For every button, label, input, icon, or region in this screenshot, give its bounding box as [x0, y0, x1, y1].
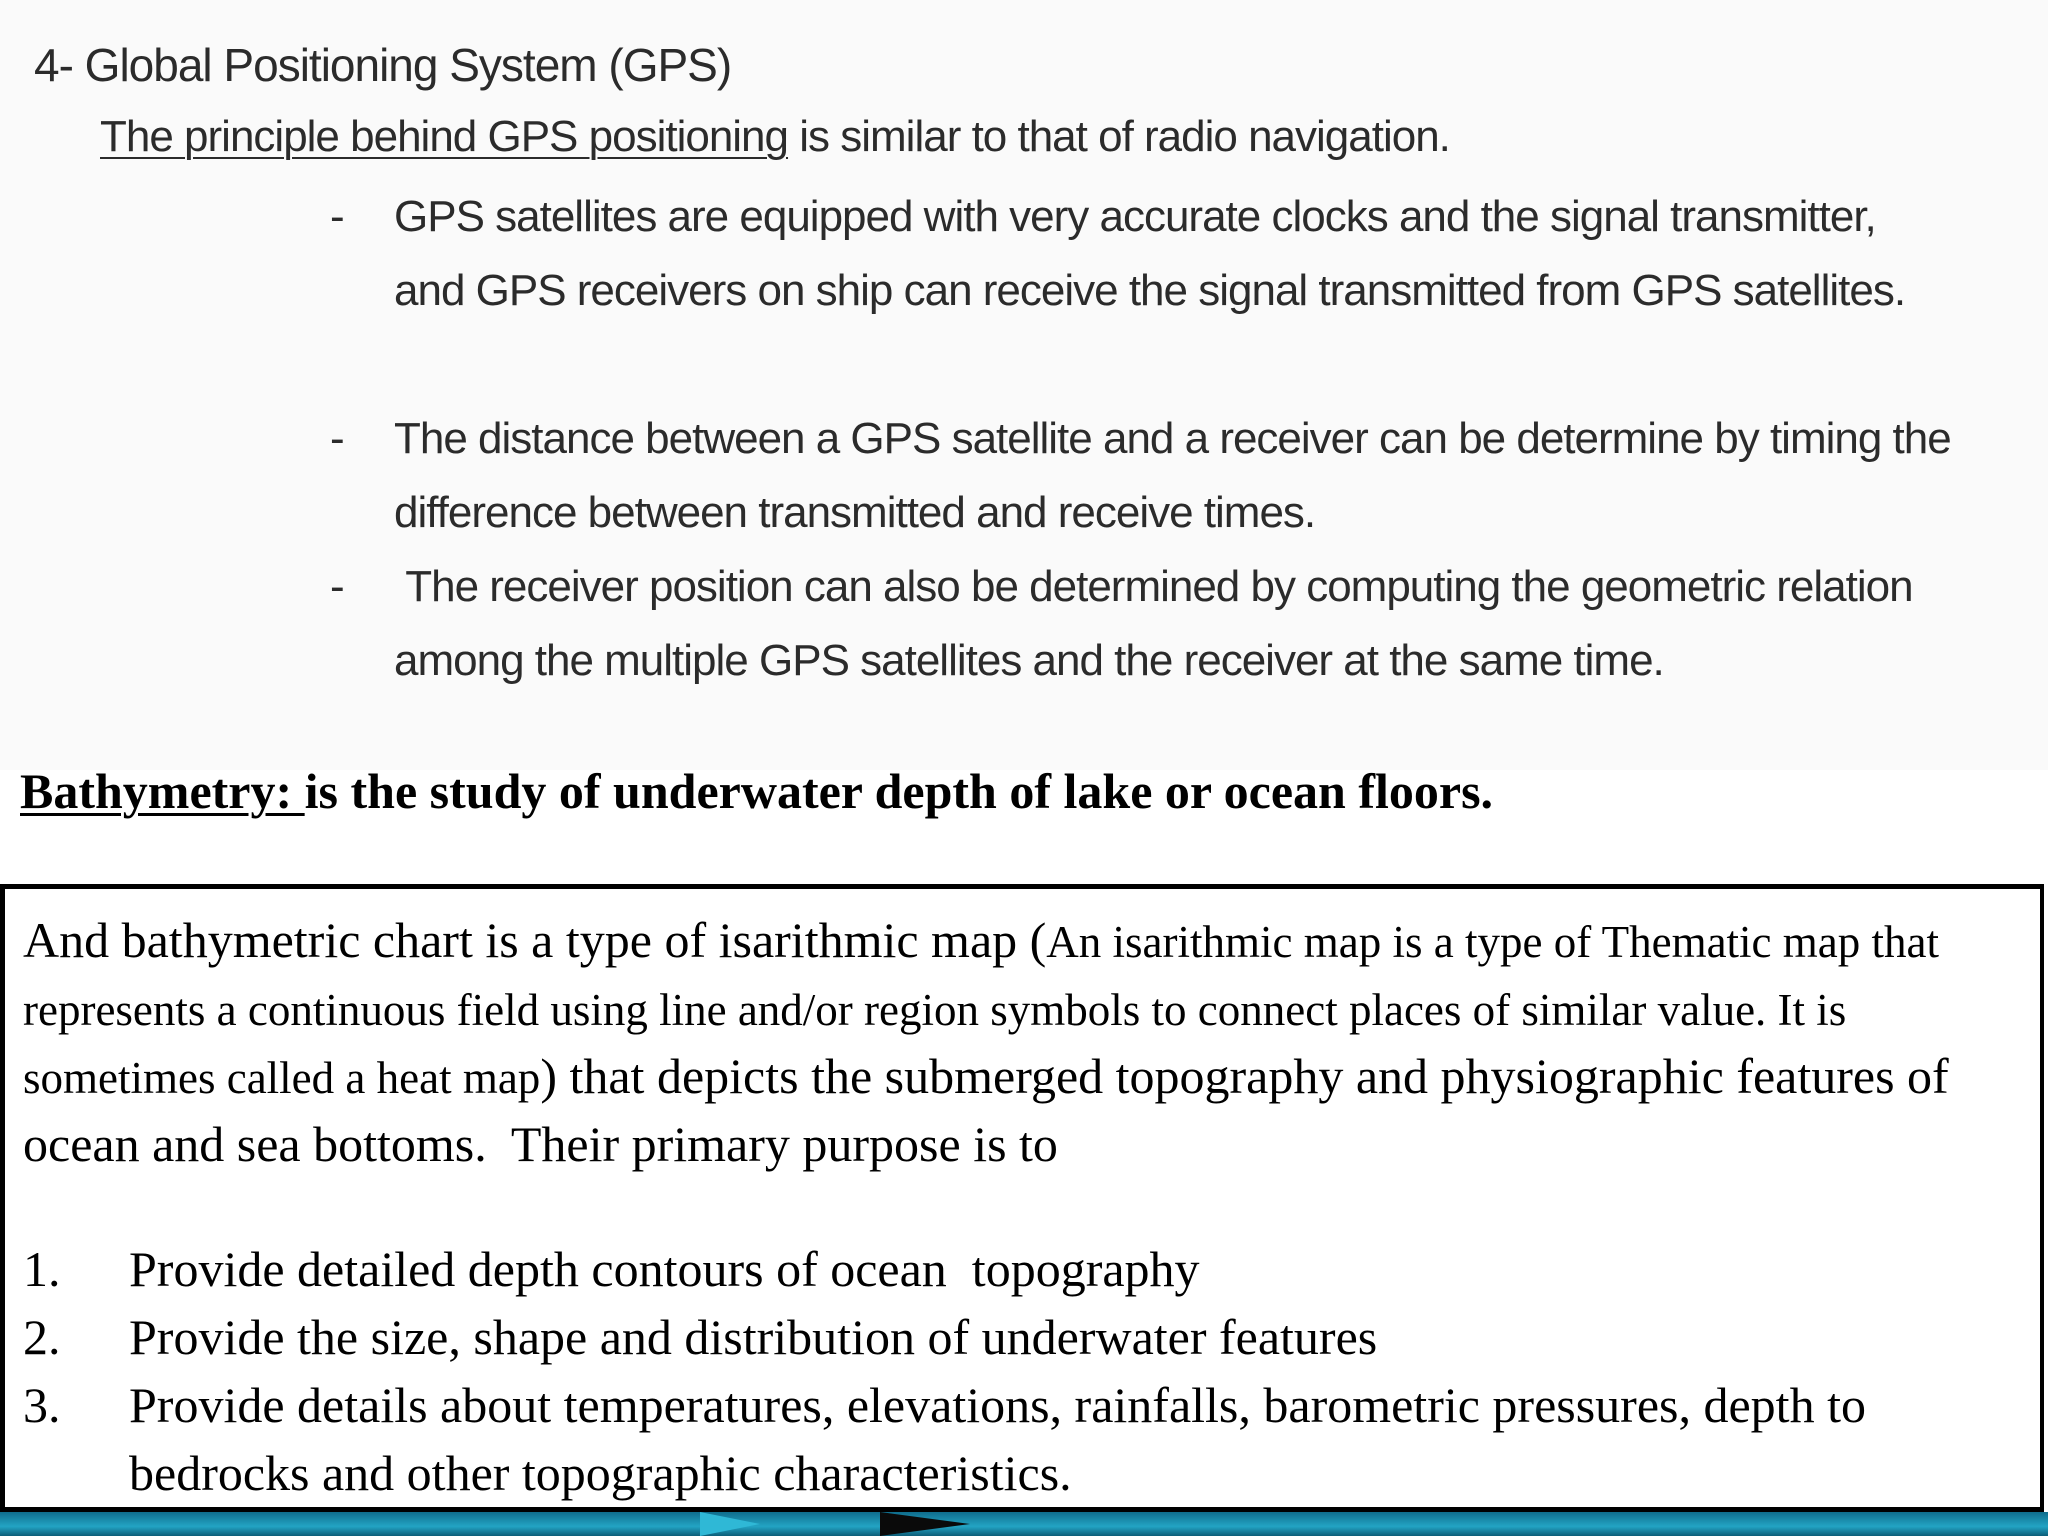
bullet-text: GPS satellites are equipped with very accurate clocks and the signal transmitter, and GPS receivers on ship can receive the signal transmitted from GPS satellites. — [394, 192, 1906, 315]
bathymetry-definition-text: is the study of underwater depth of lake or ocean floors. — [304, 763, 1494, 819]
bullet-dash: - — [330, 192, 344, 241]
gps-heading: 4- Global Positioning System (GPS) — [34, 39, 732, 91]
bullet-dash: - — [330, 414, 344, 463]
paragraph-intro: And bathymetric chart is a type of isarithmic map ( — [23, 912, 1047, 968]
list-number: 1. — [23, 1241, 61, 1297]
bullet-dash: - — [330, 562, 344, 611]
list-item — [23, 1303, 2013, 1371]
list-item — [23, 1235, 2013, 1303]
bullet-text: The receiver position can also be determined by computing the geometric relation among the multiple GPS satellites and the receiver at the same time. — [394, 562, 1924, 685]
bathymetry-definition — [20, 762, 1493, 820]
list-item — [23, 1371, 2013, 1507]
gps-principle-rest: is similar to that of radio navigation. — [788, 112, 1450, 161]
footer-chevron-icon — [700, 1512, 760, 1536]
list-text: Provide detailed depth contours of ocean topography — [129, 1241, 1200, 1297]
paragraph-rest: ) that depicts the submerged topography and physiographic features of ocean and sea bottoms. Their primary purpose is to — [23, 1048, 1962, 1172]
list-number: 2. — [23, 1309, 61, 1365]
isarithmic-map-aside: An isarithmic map is a type of Thematic map that represents a continuous field using line and/or region symbols to connect places of similar value. It is sometimes called a heat map — [23, 917, 1939, 1103]
bullet-text: The distance between a GPS satellite and a receiver can be determine by timing the difference between transmitted and receive times. — [394, 414, 1951, 537]
list-text: Provide the size, shape and distribution of underwater features — [129, 1309, 1378, 1365]
purpose-list — [23, 1235, 2013, 1507]
gps-principle-underlined: The principle behind GPS positioning — [100, 112, 789, 161]
list-text: Provide details about temperatures, elevations, rainfalls, barometric pressures, depth to bedrocks and other topographic characteristics. — [129, 1377, 1866, 1501]
slide-footer-bar — [0, 1512, 2048, 1536]
bathymetric-chart-box — [0, 884, 2044, 1512]
footer-chevron-icon — [880, 1512, 970, 1536]
list-number: 3. — [23, 1377, 61, 1433]
bathymetry-term: Bathymetry: — [20, 763, 305, 819]
bathymetric-chart-paragraph — [23, 907, 2013, 1177]
gps-principle — [100, 112, 1450, 162]
